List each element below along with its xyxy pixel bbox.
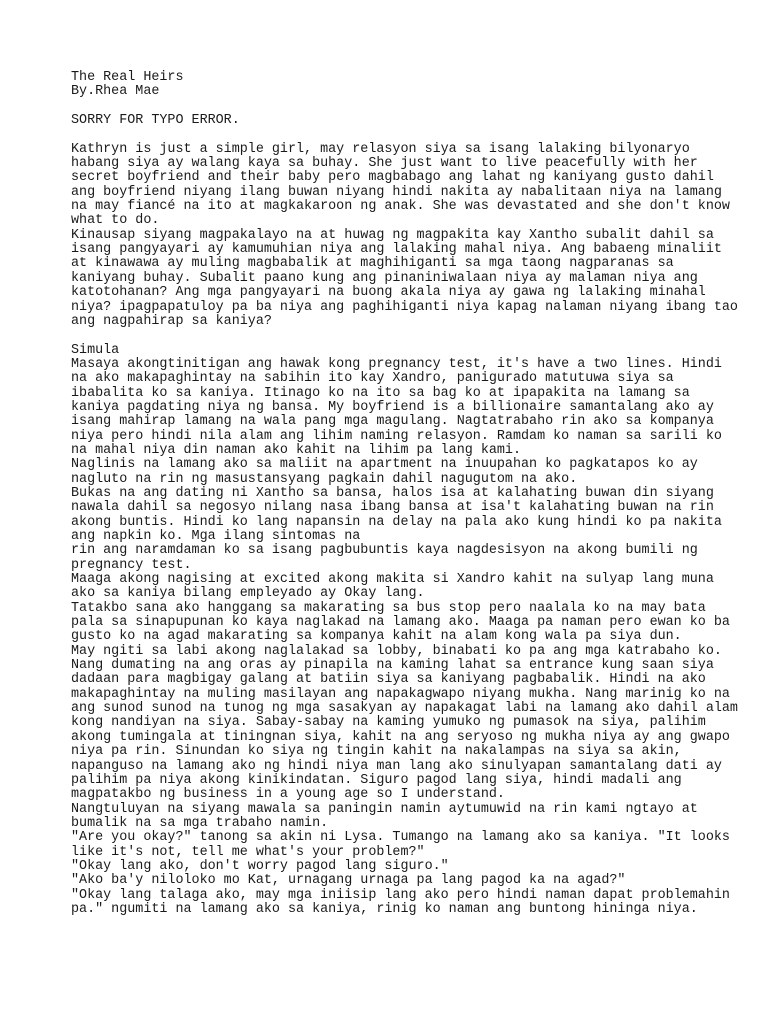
- document-title: The Real Heirs: [71, 70, 184, 85]
- body-line: "Are you okay?" tanong sa akin ni Lysa. Tumango na lamang ako sa kaniya. "It looks: [71, 830, 730, 846]
- body-line: Maaga akong nagising at excited akong makita si Xandro kahit na sulyap lang muna: [71, 572, 714, 588]
- body-line: gusto ko na agad makarating sa kompanya kahit na alam kong wala pa siya dun.: [71, 629, 682, 645]
- synopsis-line: ang nagpahirap sa kaniya?: [71, 313, 272, 329]
- body-line: pala sa sinapupunan ko kaya naglakad na lamang ako. Maaga pa naman pero ewan ko ba: [71, 615, 730, 631]
- synopsis-line: ang boyfriend niyang ilang buwan niyang hindi nakita ay nabalitaan niya na lamang: [71, 184, 722, 200]
- typo-notice: SORRY FOR TYPO ERROR.: [71, 113, 240, 129]
- synopsis: [71, 143, 739, 329]
- synopsis-line: katotohanan? Ang mga pangyayari na buong akala niya ay gawa ng lalaking minahal: [71, 285, 706, 301]
- body-line: nagluto na rin ng masustansyang pagkain dahil nagugutom na ako.: [71, 471, 578, 487]
- synopsis-line: niya? ipagpapatuloy pa ba niya ang paghihiganti niya kapag nalaman niyang ibang tao: [71, 299, 738, 315]
- body-line: Naglinis na lamang ako sa maliit na apartment na inuupahan ko pagkatapos ko ay: [71, 457, 698, 473]
- body-line: makapaghintay na muling masilayan ang napakagwapo niyang mukha. Nang marinig ko na: [71, 686, 730, 702]
- synopsis-line: what to do.: [71, 213, 160, 229]
- synopsis-line: Kinausap siyang magpakalayo na at huwag ng magpakita kay Xantho subalit dahil sa: [71, 227, 714, 243]
- body-line: Tatakbo sana ako hanggang sa makarating sa bus stop pero naalala ko na may bata: [71, 600, 706, 616]
- synopsis-line: at kinawawa ay muling magbabalik at maghihiganti sa mga taong nagparanas sa: [71, 256, 674, 272]
- chapter-heading: Simula: [71, 342, 120, 358]
- body-line: May ngiti sa labi akong naglalakad sa lobby, binabati ko pa ang mga katrabaho ko.: [71, 643, 722, 659]
- synopsis-line: kaniyang buhay. Subalit paano kung ang pinaniniwalaan niya ay malaman niya ang: [71, 270, 698, 286]
- body-line: kong nandiyan na siya. Sabay-sabay na kaming yumuko ng pumasok na siya, palihim: [71, 715, 706, 731]
- body-line: ang sunod sunod na tunog ng mga sasakyan ay napakagat labi na lamang ako dahil alam: [71, 701, 738, 717]
- body-line: dadaan para magbigay galang at batiin siya sa kaniyang pagbabalik. Hindi na ako: [71, 672, 706, 688]
- body-line: pregnancy test.: [71, 557, 192, 573]
- synopsis-line: Kathryn is just a simple girl, may relasyon siya sa isang lalaking bilyonaryo: [71, 141, 690, 157]
- body-line: na ako makapaghintay na sabihin ito kay Xandro, panigurado matutuwa siya sa: [71, 371, 674, 387]
- body-line: Masaya akongtinitigan ang hawak kong pregnancy test, it's have a two lines. Hindi: [71, 356, 722, 372]
- body-line: na mahal niya din naman ako kahit na lihim pa lang kami.: [71, 442, 521, 458]
- body-line: rin ang naramdaman ko sa isang pagbubuntis kaya nagdesisyon na akong bumili ng: [71, 543, 698, 559]
- body-line: bumalik na sa mga trabaho namin.: [71, 815, 329, 831]
- body-line: like it's not, tell me what's your problem?": [71, 844, 425, 860]
- synopsis-line: na may fiancé na ito at magkakaroon ng anak. She was devastated and she don't know: [71, 199, 730, 215]
- body-line: Bukas na ang dating ni Xantho sa bansa, halos isa at kalahating buwan din siyang: [71, 485, 714, 501]
- synopsis-line: secret boyfriend and their baby pero magbabago ang lahat ng kaniyang gusto dahil: [71, 170, 714, 186]
- body-line: pa." ngumiti na lamang ako sa kaniya, rinig ko naman ang buntong hininga niya.: [71, 901, 698, 917]
- body-line: magpatakbo ng business in a young age so I understand.: [71, 787, 505, 803]
- body-line: niya pa rin. Sinundan ko siya ng tingin kahit na nakalampas na siya sa akin,: [71, 744, 682, 760]
- body-line: akong buntis. Hindi ko lang napansin na delay na pala ako kung hindi ko pa nakita: [71, 514, 722, 530]
- blank-line: [71, 128, 739, 142]
- body-line: niya pero hindi nila alam ang lihim naming relasyon. Ramdam ko naman sa sarili ko: [71, 428, 722, 444]
- blank-line: [71, 329, 739, 343]
- body-line: napanguso na lamang ako ng hindi niya man lang ako sinulyapan samantalang dati ay: [71, 758, 722, 774]
- body-line: Nangtuluyan na siyang mawala sa paningin namin aytumuwid na rin kami ngtayo at: [71, 801, 698, 817]
- blank-line: [71, 100, 739, 114]
- synopsis-line: isang pangyayari ay kamumuhian niya ang lalaking mahal niya. Ang babaeng minaliit: [71, 242, 722, 258]
- body-line: "Okay lang ako, don't worry pagod lang siguro.": [71, 858, 449, 874]
- body-line: ako sa kaniya bilang empleyado ay Okay lang.: [71, 586, 425, 602]
- body-line: kaniya pagdating niya ng bansa. My boyfriend is a billionaire samantalang ako ay: [71, 399, 714, 415]
- body-line: ang napkin ko. Mga ilang sintomas na: [71, 529, 361, 544]
- body-line: "Ako ba'y niloloko mo Kat, urnagang urnaga pa lang pagod ka na agad?": [71, 873, 626, 889]
- synopsis-line: habang siya ay walang kaya sa buhay. She just want to live peacefully with her: [71, 156, 698, 172]
- body-line: ibabalita ko sa kaniya. Itinago ko na ito sa bag ko at ipapakita na lamang sa: [71, 385, 690, 401]
- body-line: "Okay lang talaga ako, may mga iniisip lang ako pero hindi naman dapat problemahin: [71, 887, 730, 903]
- chapter-body: [71, 358, 739, 917]
- body-line: nawala dahil sa negosyo nilang nasa ibang bansa at isa't kalahating buwan na rin: [71, 500, 714, 516]
- document-author: By.Rhea Mae: [71, 84, 160, 100]
- body-line: Nang dumating na ang oras ay pinapila na kaming lahat sa entrance kung saan siya: [71, 658, 714, 674]
- body-line: palihim pa niya akong kinikindatan. Siguro pagod lang siya, hindi madali ang: [71, 772, 682, 788]
- document-page: [71, 71, 739, 917]
- body-line: akong tumingala at tiningnan siya, kahit na ang seryoso ng mukha niya ay ang gwapo: [71, 729, 730, 745]
- body-line: isang mahirap lamang na wala pang mga magulang. Nagtatrabaho rin ako sa kompanya: [71, 414, 714, 430]
